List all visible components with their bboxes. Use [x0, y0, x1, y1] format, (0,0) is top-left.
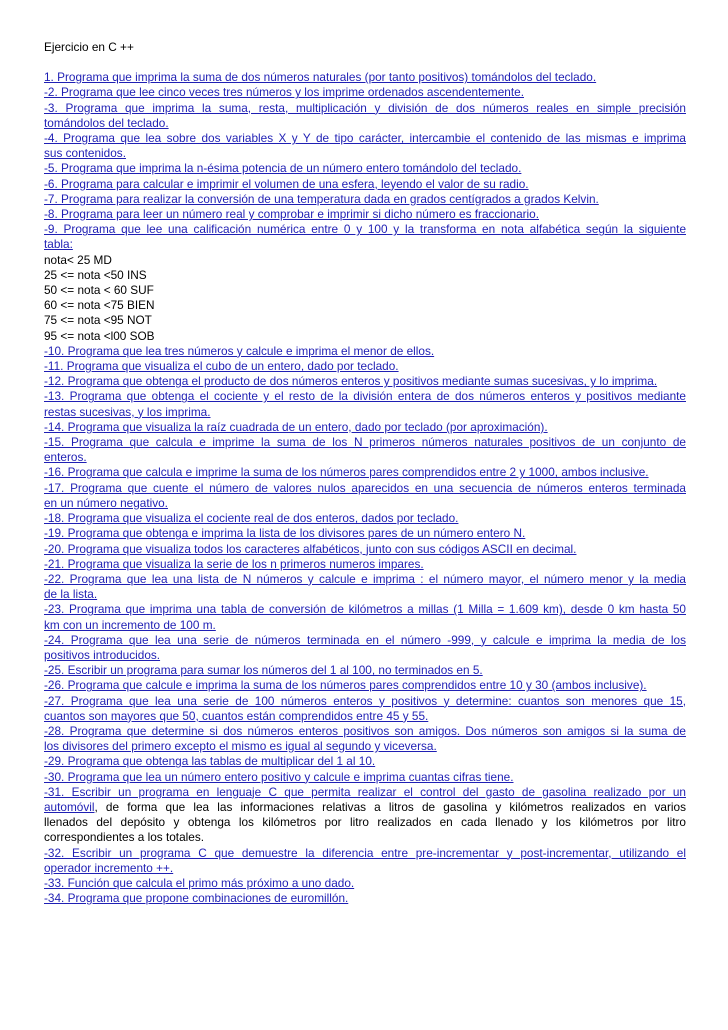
exercise-line: [44, 724, 686, 739]
exercise-link[interactable]: 1. Programa que imprima la suma de dos números naturales (por tanto positivos) tomándolos del teclado.: [44, 70, 597, 85]
exercise-link[interactable]: -20. Programa que visualiza todos los caracteres alfabéticos, junto con sus códigos ASCII en decimal.: [44, 541, 577, 556]
exercise-line: [44, 876, 686, 891]
exercise-line: [44, 374, 686, 389]
exercise-line: [44, 465, 686, 480]
exercise-line: [44, 237, 686, 252]
exercise-line: [44, 587, 686, 602]
exercise-link[interactable]: operador incremento ++.: [44, 860, 174, 875]
exercise-text: llenados del depósito y obtenga los kilómetros por litro realizados en cada llenado y los kilómetros por litro: [44, 815, 686, 830]
exercise-line: [44, 359, 686, 374]
exercise-link[interactable]: -15. Programa que calcula e imprime la suma de los N primeros números naturales positivos de un conjunto de: [44, 435, 686, 450]
exercise-link[interactable]: -24. Programa que lea una serie de números terminada en el número -999, y calcule e imprima la media de los: [44, 632, 686, 647]
exercise-line: [44, 602, 686, 617]
exercise-line: [44, 572, 686, 587]
exercise-link[interactable]: -18. Programa que visualiza el cociente real de dos enteros, dados por teclado.: [44, 511, 459, 526]
exercise-link[interactable]: -12. Programa que obtenga el producto de dos números enteros y positivos mediante sumas sucesivas, y lo imprima.: [44, 374, 658, 389]
exercise-link[interactable]: -29. Programa que obtenga las tablas de multiplicar del 1 al 10.: [44, 754, 376, 769]
exercise-line: [44, 511, 686, 526]
exercise-line: [44, 70, 686, 85]
exercise-line: [44, 405, 686, 420]
exercise-link[interactable]: -6. Programa para calcular e imprimir el volumen de una esfera, leyendo el valor de su radio.: [44, 176, 529, 191]
exercise-link[interactable]: -22. Programa que lea una lista de N números y calcule e imprima : el número mayor, el número menor y la media: [44, 571, 686, 586]
exercise-link[interactable]: -25. Escribir un programa para sumar los números del 1 al 100, no terminados en 5.: [44, 663, 483, 678]
exercise-line: [44, 389, 686, 404]
exercise-line: [44, 633, 686, 648]
exercise-line: [44, 648, 686, 663]
exercise-line: [44, 526, 686, 541]
exercise-link[interactable]: tabla:: [44, 237, 73, 252]
exercise-link[interactable]: -32. Escribir un programa C que demuestre la diferencia entre pre-incrementar y post-incrementar, utilizando el: [44, 845, 686, 860]
exercise-link[interactable]: -8. Programa para leer un número real y comprobar e imprimir si dicho número es fraccionario.: [44, 207, 540, 222]
exercise-line: [44, 709, 686, 724]
exercise-link[interactable]: -27. Programa que lea una serie de 100 números enteros y positivos y determine: cuantos son menores que 15,: [44, 693, 686, 708]
exercise-text: , de forma que lea las informaciones relativas a litros de gasolina y kilómetros realizados en varios: [94, 799, 686, 814]
exercise-link[interactable]: -14. Programa que visualiza la raíz cuadrada de un entero, dado por teclado (por aproximación).: [44, 419, 548, 434]
exercise-line: [44, 420, 686, 435]
exercise-link[interactable]: enteros.: [44, 450, 87, 465]
exercise-line: [44, 663, 686, 678]
exercise-link[interactable]: -13. Programa que obtenga el cociente y el resto de la división entera de dos números enteros y positivos mediante: [44, 389, 686, 404]
exercise-link-tail[interactable]: automóvil: [44, 799, 95, 814]
exercise-link[interactable]: -17. Programa que cuente el número de valores nulos aparecidos en una secuencia de números enteros terminada: [44, 480, 686, 495]
exercise-link[interactable]: -31. Escribir un programa en lenguaje C que permita realizar el control del gasto de gasolina realizado por un: [44, 784, 686, 799]
exercise-link[interactable]: -11. Programa que visualiza el cubo de un entero, dado por teclado.: [44, 359, 399, 374]
exercise-link[interactable]: restas sucesivas, y los imprima.: [44, 404, 211, 419]
exercise-line: [44, 222, 686, 237]
exercise-line: [44, 618, 686, 633]
grade-table-row: 60 <= nota <75 BIEN: [44, 298, 155, 313]
exercise-line: [44, 557, 686, 572]
exercise-link[interactable]: -33. Función que calcula el primo más próximo a uno dado.: [44, 875, 355, 890]
exercise-line: [44, 770, 686, 785]
exercise-list-end: [44, 846, 686, 907]
exercise-line: [44, 435, 686, 450]
document-page: [44, 40, 686, 906]
exercise-link[interactable]: -34. Programa que propone combinaciones de euromillón.: [44, 891, 349, 906]
exercise-link[interactable]: km con un incremento de 100 m.: [44, 617, 216, 632]
exercise-link[interactable]: -21. Programa que visualiza la serie de los n primeros numeros impares.: [44, 556, 424, 571]
exercise-line: [44, 344, 686, 359]
exercise-link[interactable]: los divisores del primero excepto el mismo es igual al segundo y viceversa.: [44, 739, 437, 754]
exercise-line: [44, 739, 686, 754]
exercise-link[interactable]: en un número negativo.: [44, 495, 168, 510]
exercise-link[interactable]: -4. Programa que lea sobre dos variables X y Y de tipo carácter, intercambie el contenido de las mismas e imprima: [44, 131, 686, 146]
exercise-31: [44, 785, 686, 846]
exercise-line: [44, 891, 686, 906]
exercise-line: [44, 450, 686, 465]
exercise-link[interactable]: -26. Programa que calcule e imprima la suma de los números pares comprendidos entre 10 y 30 (ambos inclusive).: [44, 678, 647, 693]
exercise-line: [44, 542, 686, 557]
exercise-line: [44, 861, 686, 876]
exercise-link[interactable]: -3. Programa que imprima la suma, resta, multiplicación y división de dos números reales en simple precisión: [44, 100, 686, 115]
exercise-text: correspondientes a los totales.: [44, 830, 205, 845]
exercise-link[interactable]: -2. Programa que lee cinco veces tres números y los imprime ordenados ascendentemente.: [44, 85, 524, 100]
exercise-line: [44, 101, 686, 116]
exercise-link[interactable]: -28. Programa que determine si dos números enteros positivos son amigos. Dos números son amigos si la suma de: [44, 723, 686, 738]
exercise-line: [44, 846, 686, 861]
exercise-line: [44, 177, 686, 192]
exercise-line: [44, 496, 686, 511]
grade-table-row: 95 <= nota <l00 SOB: [44, 328, 155, 343]
exercise-link[interactable]: -23. Programa que imprima una tabla de conversión de kilómetros a millas (1 Milla = 1.609 km), desde 0 km hasta 50: [44, 602, 686, 617]
exercise-link[interactable]: -16. Programa que calcula e imprime la suma de los números pares comprendidos entre 2 y 1000, ambos inclusive.: [44, 465, 649, 480]
grade-table-row: 75 <= nota <95 NOT: [44, 313, 152, 328]
document-title: Ejercicio en C ++: [44, 40, 134, 54]
grade-table-row: 25 <= nota <50 INS: [44, 267, 147, 282]
exercise-line: [44, 678, 686, 693]
exercise-line: [44, 192, 686, 207]
exercise-link[interactable]: de la lista.: [44, 587, 98, 602]
exercise-link[interactable]: -19. Programa que obtenga e imprima la lista de los divisores pares de un número entero N.: [44, 526, 526, 541]
exercise-line: [44, 116, 686, 131]
exercise-line: [44, 481, 686, 496]
exercise-link[interactable]: tomándolos del teclado.: [44, 115, 169, 130]
exercise-link[interactable]: -30. Programa que lea un número entero positivo y calcule e imprima cuantas cifras tiene.: [44, 769, 514, 784]
grade-table-row: nota< 25 MD: [44, 252, 112, 267]
exercise-link[interactable]: sus contenidos.: [44, 146, 126, 161]
exercise-line: [44, 85, 686, 100]
exercise-line: [44, 694, 686, 709]
exercise-line: [44, 754, 686, 769]
exercise-line: [44, 161, 686, 176]
exercise-link[interactable]: -9. Programa que lee una calificación numérica entre 0 y 100 y la transforma en nota alfabética según la siguiente: [44, 222, 686, 237]
exercise-list: [44, 70, 686, 785]
exercise-link[interactable]: -5. Programa que imprima la n-ésima potencia de un número entero tomándolo del teclado.: [44, 161, 522, 176]
exercise-line: [44, 146, 686, 161]
exercise-line: [44, 207, 686, 222]
exercise-link[interactable]: -10. Programa que lea tres números y calcule e imprima el menor de ellos.: [44, 343, 435, 358]
exercise-link[interactable]: -7. Programa para realizar la conversión de una temperatura dada en grados centígrados a grados Kelvin.: [44, 191, 599, 206]
exercise-link[interactable]: cuantos son mayores que 50, cuantos están comprendidos entre 45 y 55.: [44, 708, 429, 723]
exercise-line: [44, 131, 686, 146]
grade-table-row: 50 <= nota < 60 SUF: [44, 283, 154, 298]
exercise-link[interactable]: positivos introducidos.: [44, 647, 161, 662]
